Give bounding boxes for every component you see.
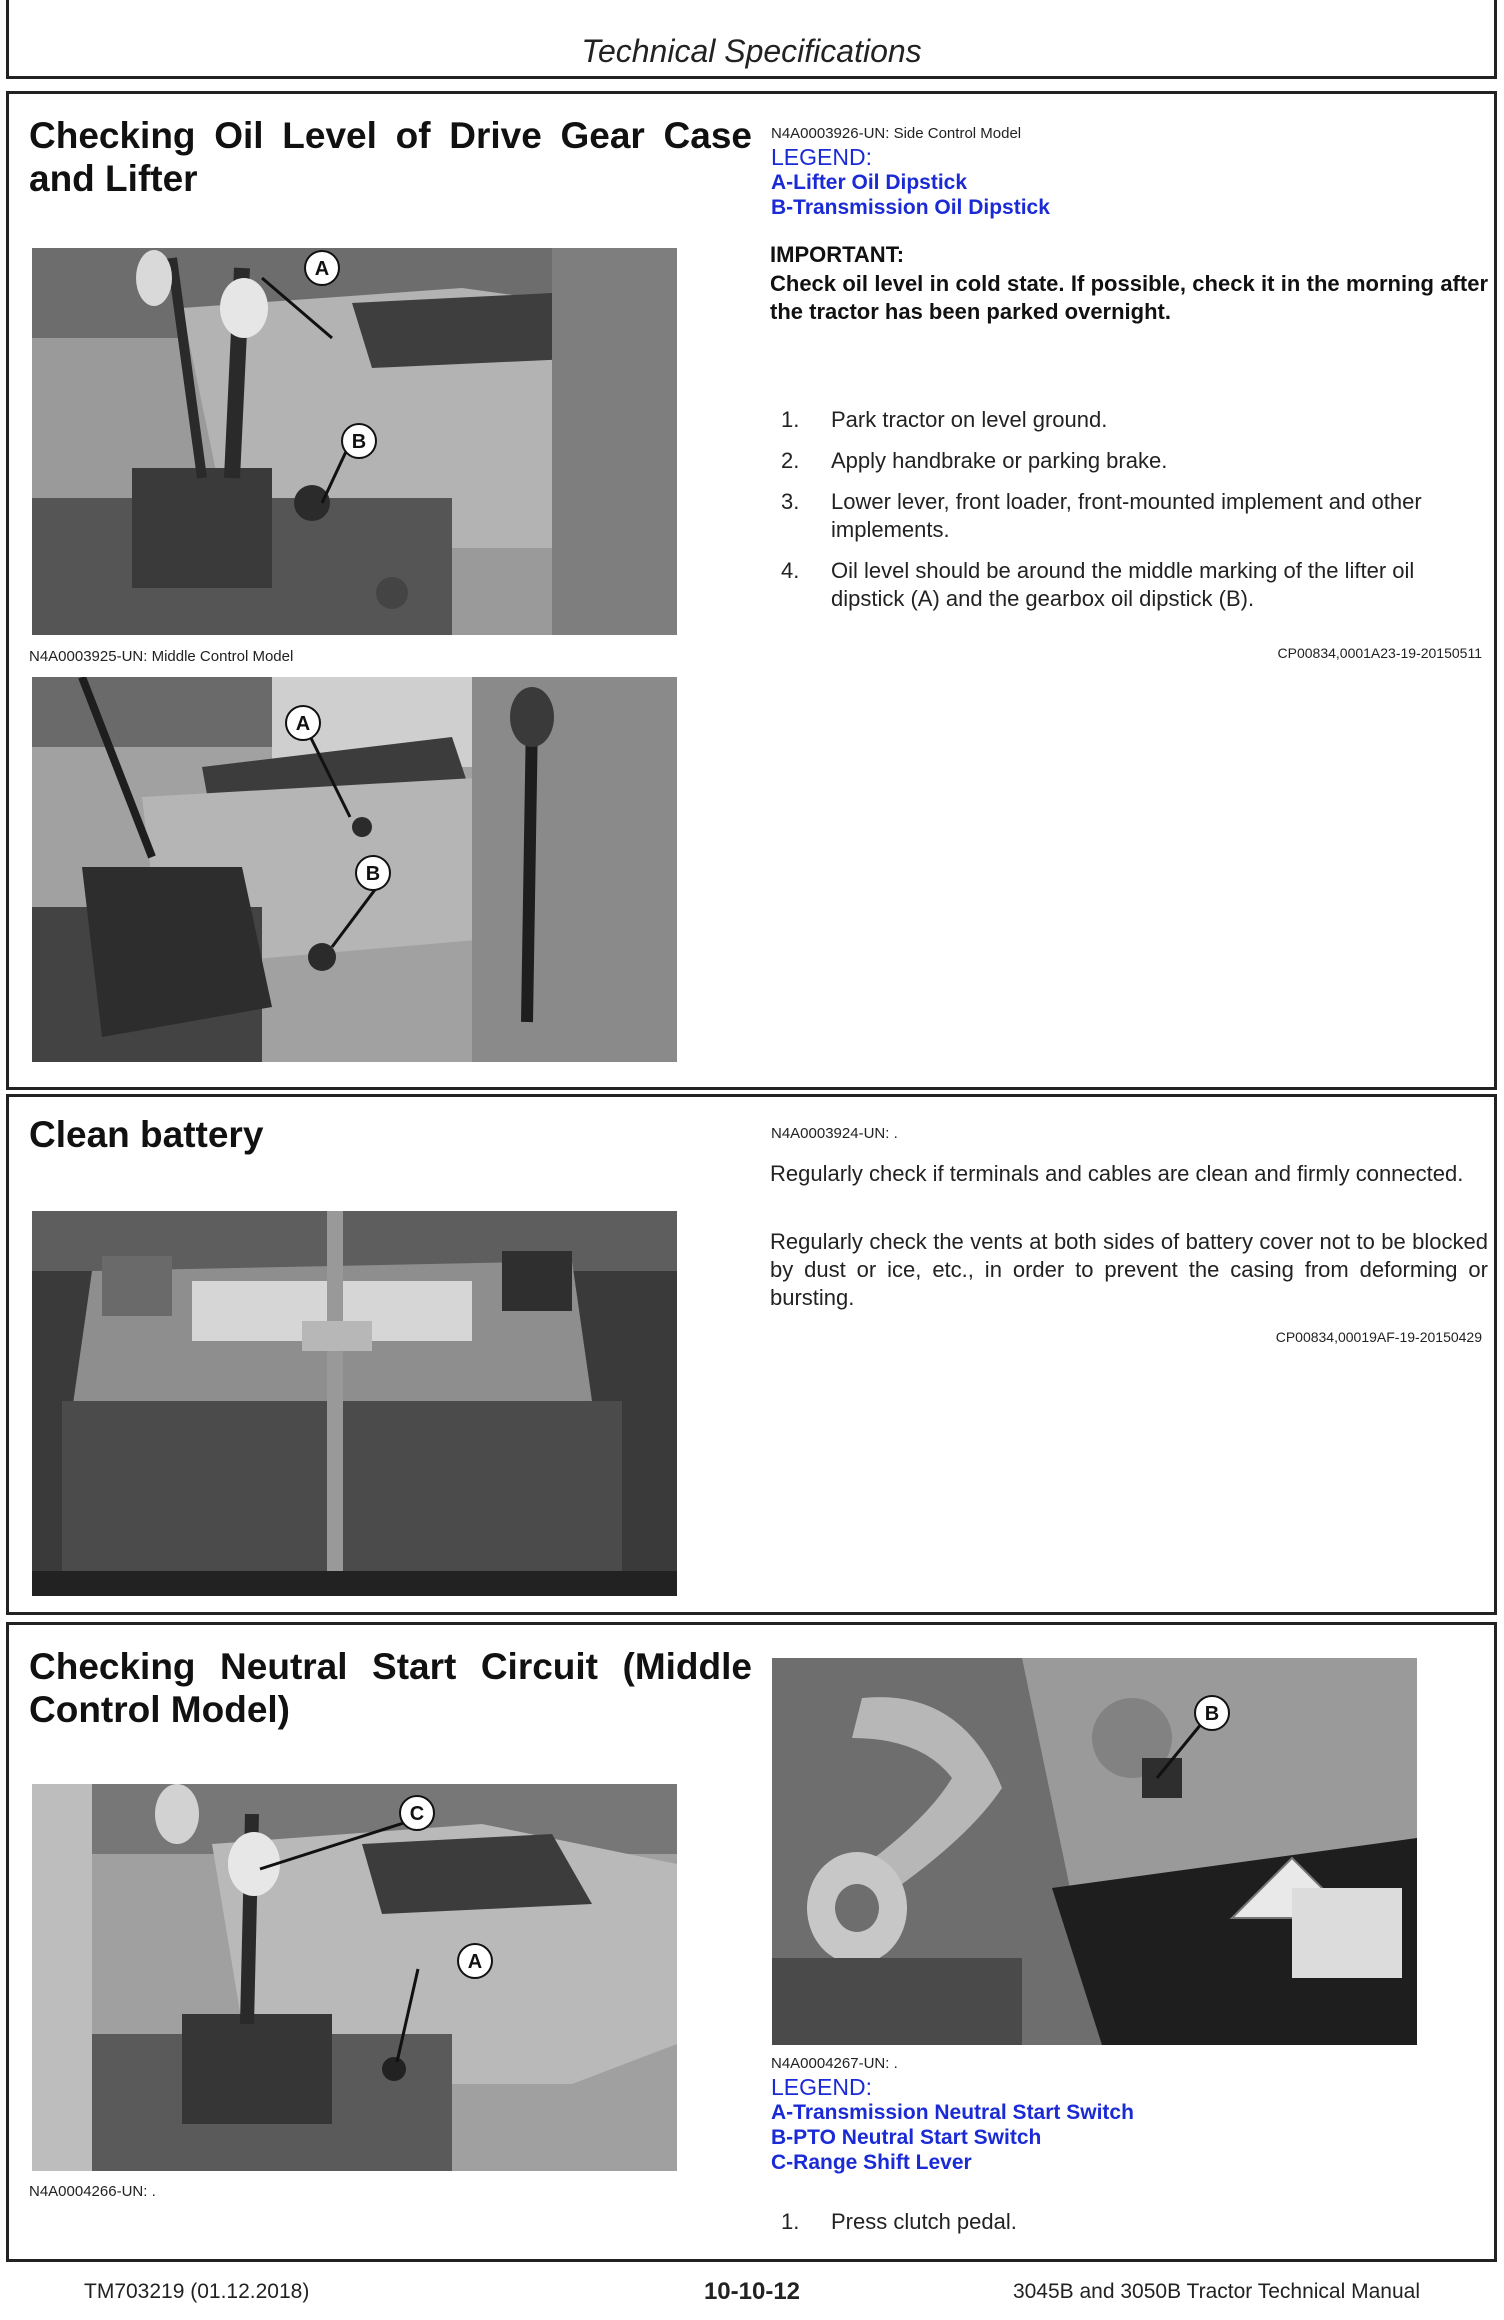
photo-side-control-model	[32, 248, 677, 635]
step-number: 4.	[781, 558, 800, 583]
section-title: Checking Neutral Start Circuit (Middle Control Model)	[29, 1646, 752, 1730]
step-text: Oil level should be around the middle marking of the lifter oil dipstick (A) and the gearbox oil dipstick (B).	[831, 558, 1415, 611]
callout-a-marker-2	[286, 706, 320, 740]
section-title: Checking Oil Level of Drive Gear Case and Lifter	[29, 115, 752, 199]
callout-b: B	[351, 431, 367, 453]
step-number: 1.	[781, 407, 800, 432]
step-item	[781, 406, 1489, 434]
step-item	[781, 488, 1489, 544]
step-text: Apply handbrake or parking brake.	[831, 448, 1168, 473]
step-item	[781, 2208, 1489, 2236]
photo-battery	[32, 1211, 677, 1596]
section-title: Clean battery	[29, 1114, 264, 1155]
callout-b-marker-3	[1195, 1696, 1229, 1730]
callout-a-3: A	[467, 1951, 483, 1973]
legend-item-b: B-PTO Neutral Start Switch	[771, 2126, 1042, 2149]
important-title: IMPORTANT:	[770, 242, 905, 267]
callout-c: C	[409, 1803, 425, 1825]
photo-middle-control-model	[32, 677, 677, 1062]
legend-item-a: A-Lifter Oil Dipstick	[771, 171, 968, 194]
paragraph: Regularly check the vents at both sides of battery cover not to be blocked by dust or ice, etc., in order to prevent the casing from deforming or bursting.	[770, 1229, 1488, 1310]
legend-image-caption: N4A0003926-UN: Side Control Model	[771, 125, 1022, 142]
paragraph: Regularly check if terminals and cables are clean and firmly connected.	[770, 1161, 1464, 1186]
callout-b-marker-2	[356, 856, 390, 890]
photo-caption-right: N4A0004267-UN: .	[771, 2055, 898, 2072]
callout-b-marker	[342, 424, 376, 458]
callout-a: A	[314, 258, 330, 280]
legend-item-a: A-Transmission Neutral Start Switch	[771, 2101, 1134, 2124]
callout-a-marker	[305, 251, 339, 285]
legend-item-c: C-Range Shift Lever	[771, 2151, 972, 2174]
reference-code: CP00834,0001A23-19-20150511	[1277, 645, 1482, 661]
callout-a-2: A	[295, 713, 311, 735]
reference-code: CP00834,00019AF-19-20150429	[1275, 1329, 1482, 1345]
section-clean-battery	[6, 1094, 1497, 1615]
step-text: Lower lever, front loader, front-mounted implement and other implements.	[831, 489, 1422, 542]
footer-manual-code: TM703219 (01.12.2018)	[84, 2280, 310, 2303]
step-text: Park tractor on level ground.	[831, 407, 1108, 432]
callout-c-marker	[400, 1796, 434, 1830]
step-number: 3.	[781, 489, 800, 514]
section-oil-level	[6, 91, 1497, 1090]
legend-title: LEGEND:	[771, 144, 872, 170]
photo-neutral-start-left	[32, 1784, 677, 2171]
footer-manual-title: 3045B and 3050B Tractor Technical Manual	[1012, 2280, 1420, 2303]
callout-b-3: B	[1204, 1703, 1220, 1725]
page-header-title: Technical Specifications	[581, 33, 922, 69]
step-number: 1.	[781, 2209, 800, 2234]
photo-caption-middle-control: N4A0003925-UN: Middle Control Model	[29, 648, 294, 665]
step-item	[781, 557, 1489, 613]
legend-title: LEGEND:	[771, 2074, 872, 2100]
step-text: Press clutch pedal.	[831, 2209, 1017, 2234]
page-header	[6, 0, 1497, 79]
step-item	[781, 447, 1489, 475]
step-number: 2.	[781, 448, 800, 473]
important-text: Check oil level in cold state. If possible, check it in the morning after the tractor has been parked overnight.	[770, 271, 1488, 324]
photo-caption: N4A0003924-UN: .	[771, 1125, 898, 1142]
callout-a-marker-3	[458, 1944, 492, 1978]
footer-page-number: 10-10-12	[703, 2278, 801, 2305]
legend-item-b: B-Transmission Oil Dipstick	[771, 196, 1050, 219]
callout-b-2: B	[365, 863, 381, 885]
photo-caption-left: N4A0004266-UN: .	[29, 2183, 156, 2200]
section-neutral-start-circuit	[6, 1622, 1497, 2262]
photo-neutral-start-right	[772, 1658, 1417, 2045]
